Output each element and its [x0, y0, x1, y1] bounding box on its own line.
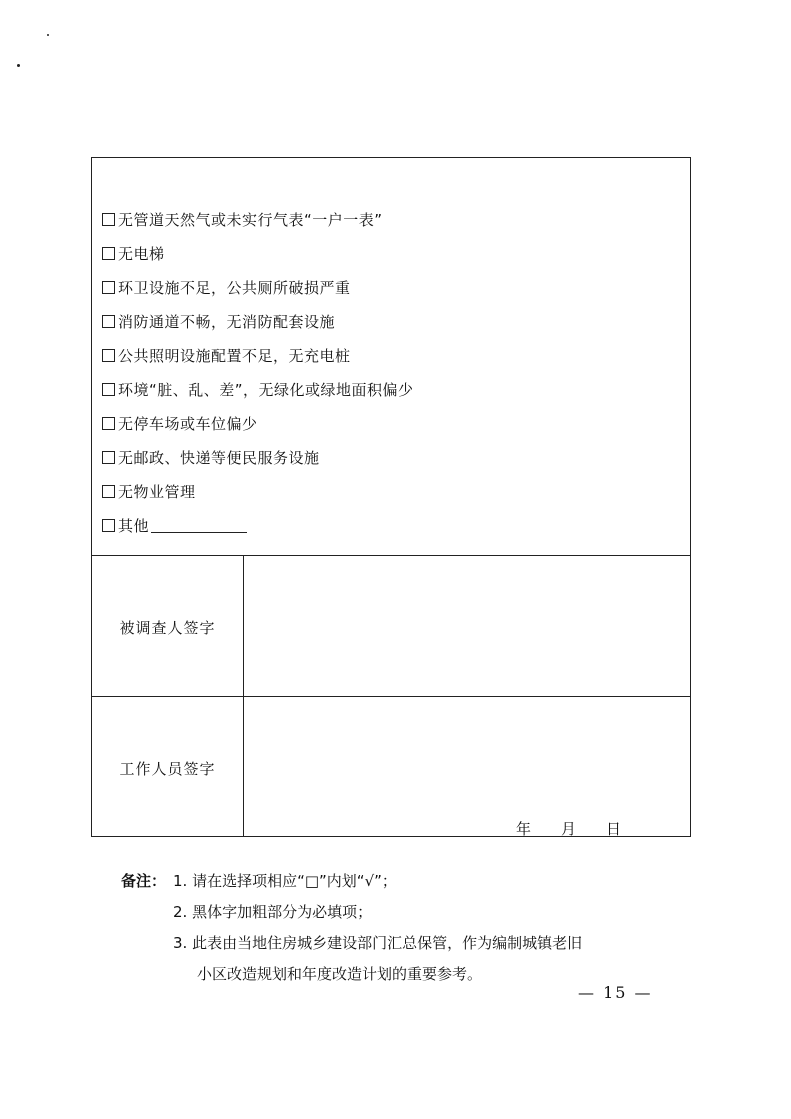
date-month-label: 月	[561, 820, 577, 838]
survey-form-table	[91, 157, 691, 837]
checkbox[interactable]	[102, 247, 115, 260]
checklist-item-label: 无电梯	[118, 244, 165, 263]
checkbox[interactable]	[102, 213, 115, 226]
checklist-item-environment[interactable]	[102, 372, 680, 406]
checkbox[interactable]	[102, 281, 115, 294]
checklist-item-parking[interactable]	[102, 406, 680, 440]
checkbox[interactable]	[102, 451, 115, 464]
staff-signature-label: 工作人员签字	[119, 760, 216, 778]
note-item: 1. 请在选择项相应“□”内划“√”；	[173, 872, 397, 890]
other-fill-in-field[interactable]	[151, 517, 247, 533]
checkbox[interactable]	[102, 349, 115, 362]
notes-label: 备注：	[121, 872, 167, 890]
checklist-item-fire-access[interactable]	[102, 304, 680, 338]
checklist-item-services[interactable]	[102, 440, 680, 474]
checklist-item-property-management[interactable]	[102, 474, 680, 508]
checklist-item-label: 公共照明设施配置不足，无充电桩	[118, 346, 351, 365]
checklist-item-other[interactable]	[102, 508, 680, 542]
checkbox[interactable]	[102, 417, 115, 430]
checklist-item-label: 环境“脏、乱、差”，无绿化或绿地面积偏少	[118, 380, 414, 399]
page-number: — 15 —	[578, 983, 653, 1002]
checkbox[interactable]	[102, 383, 115, 396]
date-year-label: 年	[516, 820, 532, 838]
facility-checklist	[102, 202, 680, 542]
checklist-item-elevator[interactable]	[102, 236, 680, 270]
checklist-item-label: 无邮政、快递等便民服务设施	[118, 448, 320, 467]
respondent-signature-field[interactable]	[244, 556, 690, 696]
checklist-item-label: 消防通道不畅，无消防配套设施	[118, 312, 336, 331]
note-item-continued: 小区改造规划和年度改造计划的重要参考。	[197, 965, 483, 983]
scan-mark	[47, 34, 49, 36]
signature-date	[516, 818, 621, 839]
checklist-item-label: 无管道天然气或未实行气表“一户一表”	[118, 210, 383, 229]
checklist-item-label: 环卫设施不足，公共厕所破损严重	[118, 278, 351, 297]
staff-signature-field[interactable]	[244, 697, 690, 809]
checklist-item-gas[interactable]	[102, 202, 680, 236]
checklist-item-lighting[interactable]	[102, 338, 680, 372]
checkbox[interactable]	[102, 519, 115, 532]
checklist-item-label: 无停车场或车位偏少	[118, 414, 258, 433]
checklist-item-sanitation[interactable]	[102, 270, 680, 304]
checklist-item-label: 无物业管理	[118, 482, 196, 501]
note-item: 3. 此表由当地住房城乡建设部门汇总保管，作为编制城镇老旧	[173, 934, 583, 952]
note-item: 2. 黑体字加粗部分为必填项；	[173, 903, 373, 921]
date-day-label: 日	[606, 820, 622, 838]
notes-section	[121, 866, 582, 990]
checklist-item-label: 其他	[118, 516, 150, 535]
checkbox[interactable]	[102, 315, 115, 328]
respondent-signature-label: 被调查人签字	[119, 619, 216, 637]
scan-mark	[17, 64, 20, 67]
checkbox[interactable]	[102, 485, 115, 498]
